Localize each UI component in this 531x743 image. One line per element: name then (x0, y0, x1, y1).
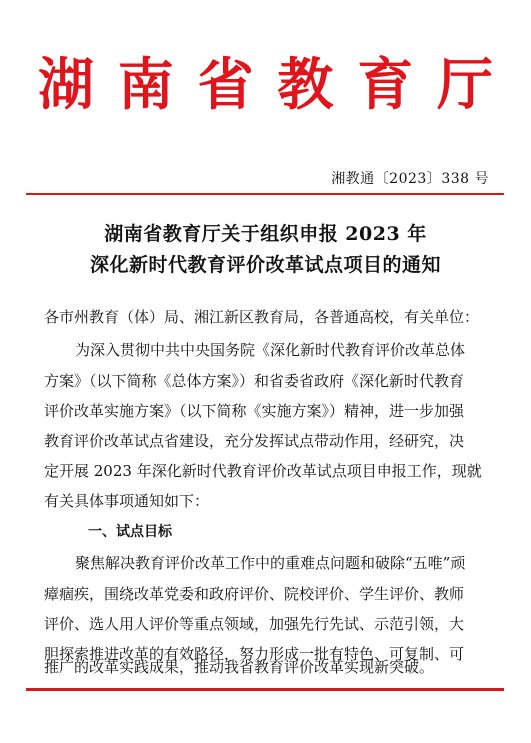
section-line: 胆探索推进改革的有效路径，努力形成一批有特色、可复制、可 (44, 645, 465, 663)
intro-line: 为深入贯彻中共中央国务院《深化新时代教育评价改革总体 (75, 341, 466, 359)
masthead-char: 厅 (436, 53, 493, 118)
masthead-char: 育 (357, 53, 414, 118)
red-rule-bottom (26, 688, 504, 691)
document-number: 湘教通〔2023〕338 号 (331, 171, 489, 187)
masthead-char: 省 (197, 53, 254, 118)
masthead-char: 湖 (38, 53, 94, 118)
document-title-line-1: 湖南省教育厅关于组织申报 2023 年 (104, 223, 427, 245)
intro-line: 教育评价改革试点省建设，充分发挥试点带动作用，经研究，决 (44, 432, 465, 450)
section-line: 评价、选人用人评价等重点领域，加强先行先试、示范引领，大 (44, 615, 465, 633)
section-line: 聚焦解决教育评价改革工作中的重难点问题和破除“五唯”顽 (75, 554, 466, 572)
intro-line: 评价改革实施方案》（以下简称《实施方案》）精神，进一步加强 (44, 402, 465, 420)
intro-line: 方案》（以下简称《总体方案》）和省委省政府《深化新时代教育 (44, 372, 465, 390)
section-heading: 一、试点目标 (88, 524, 172, 540)
addressee-line: 各市州教育（体）局、湘江新区教育局，各普通高校，有关单位： (44, 308, 480, 326)
intro-line: 定开展 2023 年深化新时代教育评价改革试点项目申报工作，现就 (44, 462, 482, 480)
document-title-line-2: 深化新时代教育评价改革试点项目的通知 (89, 254, 441, 276)
section-line: 推广的改革实践成果，推动我省教育评价改革实现新突破。 (44, 658, 435, 676)
red-rule-top (26, 193, 504, 195)
section-line: 瘴痼疾，围绕改革党委和政府评价、院校评价、学生评价、教师 (44, 585, 465, 603)
masthead-char: 南 (117, 53, 174, 118)
masthead-char: 教 (277, 53, 334, 118)
masthead-title (38, 54, 493, 118)
intro-line: 有关具体事项通知如下： (44, 492, 210, 510)
